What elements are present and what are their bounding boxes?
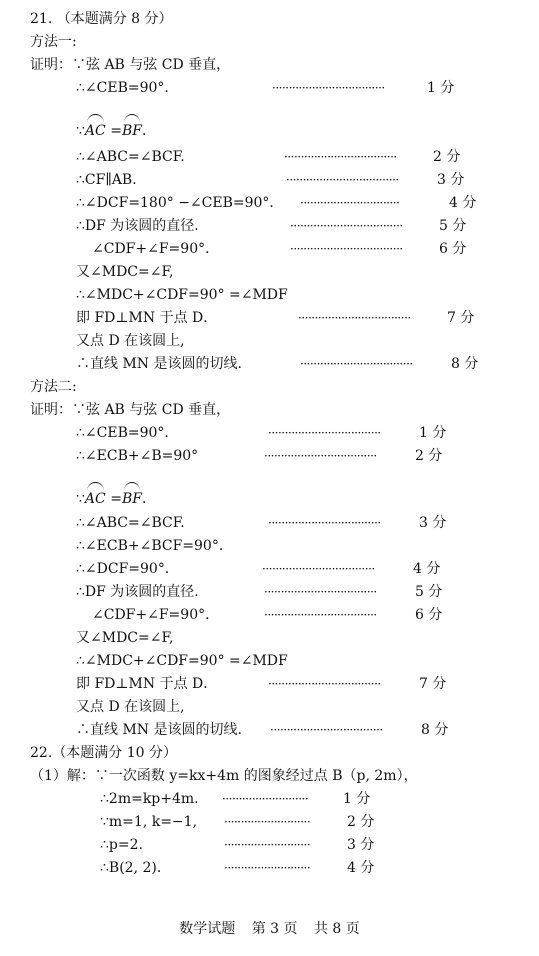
leader-dots: ·························· — [224, 838, 311, 852]
leader-dots: ·································· — [290, 242, 403, 256]
score-label: 3 分 — [437, 172, 465, 188]
footer-subject: 数学试题 — [179, 921, 236, 937]
score-label: 1 分 — [427, 80, 455, 96]
score-label: 2 分 — [433, 149, 461, 165]
footer-page: 第 3 页 — [251, 921, 298, 937]
leader-dots: ·································· — [264, 449, 377, 463]
score-label: 8 分 — [421, 722, 449, 738]
score-label: 5 分 — [439, 218, 467, 234]
score-label: 4 分 — [413, 561, 441, 577]
score-label: 5 分 — [415, 584, 443, 600]
score-label: 4 分 — [347, 860, 375, 876]
score-label: 8 分 — [451, 356, 479, 372]
leader-dots: ·································· — [268, 516, 381, 530]
leader-dots: ·································· — [270, 723, 383, 737]
arc-bf: BF — [122, 116, 142, 142]
arc-ac: AC — [85, 484, 106, 510]
leader-dots: ·································· — [300, 357, 413, 371]
score-label: 2 分 — [415, 448, 443, 464]
leader-dots: ·································· — [286, 173, 399, 187]
leader-dots: ·························· — [224, 861, 311, 875]
score-label: 3 分 — [419, 515, 447, 531]
score-label: 2 分 — [347, 814, 375, 830]
leader-dots: ·································· — [290, 219, 403, 233]
score-label: 6 分 — [415, 607, 443, 623]
arc-bf: BF — [122, 484, 142, 510]
score-label: 4 分 — [449, 195, 477, 211]
leader-dots: ·································· — [264, 608, 377, 622]
footer-total: 共 8 页 — [313, 921, 360, 937]
leader-dots: ······························ — [300, 196, 400, 210]
leader-dots: ·································· — [268, 677, 381, 691]
score-label: 6 分 — [439, 241, 467, 257]
leader-dots: ·························· — [224, 815, 311, 829]
score-label: 1 分 — [343, 791, 371, 807]
leader-dots: ·································· — [268, 426, 381, 440]
score-label: 7 分 — [419, 676, 447, 692]
score-label: 1 分 — [419, 425, 447, 441]
score-label: 7 分 — [447, 310, 475, 326]
leader-dots: ·································· — [298, 311, 411, 325]
leader-dots: ·································· — [284, 150, 397, 164]
leader-dots: ·································· — [262, 562, 375, 576]
page-footer — [0, 918, 539, 940]
score-label: 3 分 — [347, 837, 375, 853]
leader-dots: ·································· — [264, 585, 377, 599]
leader-dots: ·························· — [222, 792, 309, 806]
leader-dots: ·································· — [272, 81, 385, 95]
arc-ac: AC — [85, 116, 106, 142]
